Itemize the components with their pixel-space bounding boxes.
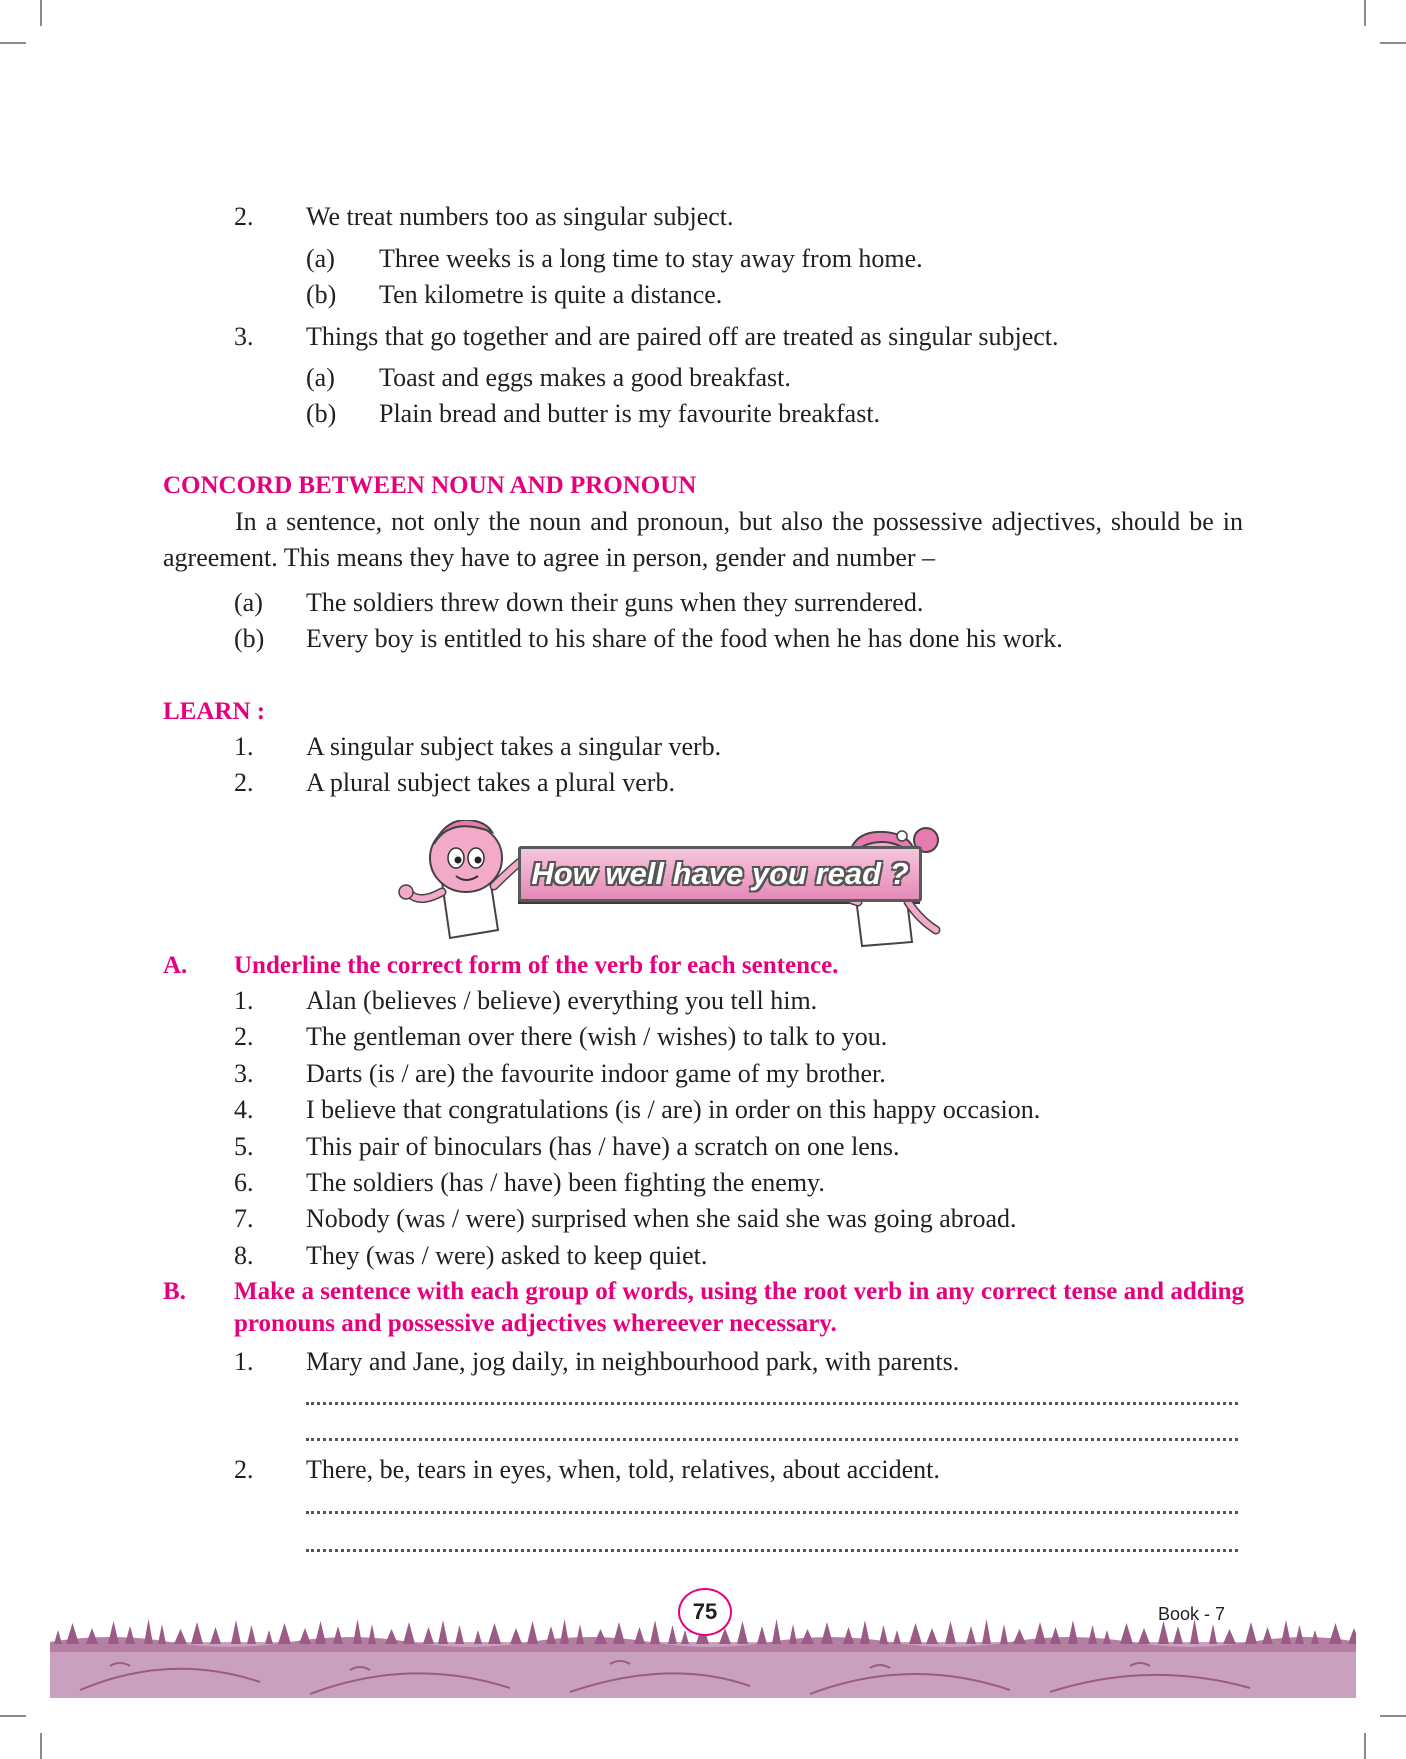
tree-shape [821, 1622, 833, 1644]
exercise-instruction-text: Underline the correct form of the verb for each sentence. [234, 952, 839, 979]
tree-shape [613, 1622, 625, 1644]
tree-shape [231, 1620, 241, 1644]
example-label: (b) [306, 399, 337, 428]
item-text: This pair of binoculars (has / have) a scratch on one lens. [306, 1132, 900, 1161]
learn-text: A plural subject takes a plural verb. [306, 768, 675, 797]
item-number: 7. [234, 1204, 254, 1233]
tree-shape [668, 1625, 677, 1644]
tree-shape [1223, 1629, 1236, 1644]
tree-shape [299, 1628, 311, 1644]
tree-shape [1120, 1623, 1133, 1644]
tree-shape [488, 1623, 501, 1644]
tree-shape [265, 1630, 273, 1644]
tree-shape [66, 1623, 79, 1644]
crop-mark [40, 0, 42, 26]
item-text: They (was / were) asked to keep quiet. [306, 1241, 708, 1270]
answer-line[interactable] [306, 1511, 1238, 1514]
item-number: 4. [234, 1095, 254, 1124]
rule-text: Things that go together and are paired off are treated as singular subject. [306, 322, 1059, 351]
tree-shape [54, 1630, 62, 1644]
item-text: Mary and Jane, jog daily, in neighbourhood park, with parents. [306, 1347, 960, 1376]
item-number: 2. [234, 1022, 254, 1051]
tree-shape [455, 1625, 464, 1644]
learn-text: A singular subject takes a singular verb. [306, 732, 722, 761]
tree-shape [1295, 1625, 1304, 1644]
tree-shape [510, 1628, 522, 1644]
exercise-label: A. [163, 952, 188, 979]
example-label: (a) [306, 363, 335, 392]
tree-shape [737, 1621, 748, 1644]
item-number: 3. [234, 1059, 254, 1088]
tree-shape [1245, 1622, 1257, 1644]
tree-shape [210, 1627, 221, 1644]
tree-shape [1000, 1624, 1008, 1644]
tree-shape [191, 1622, 203, 1644]
book-label: Book - 7 [1158, 1604, 1226, 1624]
tree-shape [438, 1620, 448, 1644]
item-text: There, be, tears in eyes, when, told, relatives, about accident. [306, 1455, 940, 1484]
tree-shape [843, 1627, 854, 1644]
tree-shape [789, 1624, 797, 1644]
crop-mark [1380, 42, 1406, 44]
tree-shape [926, 1628, 938, 1644]
tree-shape [125, 1626, 135, 1644]
item-text: Nobody (was / were) surprised when she said she was going abroad. [306, 1204, 1017, 1233]
example-label: (a) [306, 244, 335, 273]
answer-line[interactable] [306, 1402, 1238, 1405]
tree-shape [560, 1619, 569, 1644]
tree-shape [576, 1624, 584, 1644]
tree-shape [158, 1624, 166, 1644]
crop-mark [1364, 0, 1366, 26]
tree-shape [1034, 1622, 1046, 1644]
tree-shape [1103, 1630, 1111, 1644]
tree-shape [527, 1621, 538, 1644]
example-label: (b) [234, 624, 265, 653]
exercise-b-instruction: Make a sentence with each group of words, using the root verb in any correct tense and adding pronouns and possessive adjectives whereever necessary. [234, 1278, 1244, 1337]
item-number: 1. [234, 986, 254, 1015]
example-text: Toast and eggs makes a good breakfast. [379, 363, 791, 392]
rule-number: 2. [234, 202, 254, 231]
learn-number: 2. [234, 768, 254, 797]
tree-shape [1088, 1625, 1097, 1644]
tree-shape [772, 1619, 781, 1644]
section-heading-learn: LEARN : [163, 698, 266, 725]
tree-shape [315, 1621, 326, 1644]
tree-shape [144, 1619, 153, 1644]
tree-shape [1348, 1628, 1356, 1644]
tree-shape [1138, 1628, 1150, 1644]
tree-shape [1329, 1623, 1342, 1644]
tree-shape [879, 1625, 888, 1644]
example-label: (a) [234, 588, 263, 617]
crop-mark [1364, 1733, 1366, 1759]
tree-shape [594, 1629, 607, 1644]
example-text: Ten kilometre is quite a distance. [379, 280, 723, 309]
item-text: Darts (is / are) the favourite indoor game of my brother. [306, 1059, 886, 1088]
tree-shape [474, 1630, 482, 1644]
tree-shape [86, 1628, 98, 1644]
crop-mark [1380, 1715, 1406, 1717]
learn-number: 1. [234, 732, 254, 761]
tree-shape [353, 1619, 362, 1644]
tree-shape [1068, 1620, 1078, 1644]
tree-shape [966, 1626, 976, 1644]
tree-shape [423, 1627, 434, 1644]
boy-illustration [399, 820, 520, 938]
item-text: Alan (believes / believe) everything you tell him. [306, 986, 818, 1015]
tree-shape [1262, 1627, 1273, 1644]
tree-shape [909, 1623, 922, 1644]
example-label: (b) [306, 280, 337, 309]
exercise-label: B. [163, 1278, 186, 1305]
tree-shape [634, 1627, 645, 1644]
tree-shape [1209, 1624, 1217, 1644]
tree-shape [333, 1626, 343, 1644]
tree-shape [1050, 1627, 1061, 1644]
answer-line[interactable] [306, 1549, 1238, 1552]
tree-shape [174, 1629, 187, 1644]
example-text: Every boy is entitled to his share of the food when he has done his work. [306, 624, 1063, 653]
section-heading-concord: CONCORD BETWEEN NOUN AND PRONOUN [163, 472, 697, 499]
tree-shape [385, 1629, 398, 1644]
item-text: The soldiers (has / have) been fighting the enemy. [306, 1168, 825, 1197]
example-text: Three weeks is a long time to stay away from home. [379, 244, 923, 273]
item-number: 5. [234, 1132, 254, 1161]
item-text: The gentleman over there (wish / wishes) to talk to you. [306, 1022, 888, 1051]
item-number: 8. [234, 1241, 254, 1270]
tree-shape [1281, 1620, 1291, 1644]
tree-shape [1013, 1629, 1026, 1644]
crop-mark [40, 1733, 42, 1759]
example-text: Plain bread and butter is my favourite breakfast. [379, 399, 881, 428]
tree-shape [982, 1619, 991, 1644]
tree-shape [403, 1622, 415, 1644]
item-number: 6. [234, 1168, 254, 1197]
item-number: 1. [234, 1347, 254, 1376]
tree-shape [860, 1620, 870, 1644]
example-text: The soldiers threw down their guns when they surrendered. [306, 588, 924, 617]
tree-shape [368, 1624, 376, 1644]
tree-shape [247, 1625, 256, 1644]
tree-shape [757, 1626, 767, 1644]
answer-line[interactable] [306, 1438, 1238, 1441]
tree-shape [1173, 1626, 1183, 1644]
concord-paragraph: In a sentence, not only the noun and pronoun, but also the possessive adjectives, should be in agreement. This means they have to agree in person, gender and number – [163, 507, 1243, 572]
tree-shape [801, 1629, 814, 1644]
tree-shape [546, 1626, 556, 1644]
tree-shape [650, 1620, 660, 1644]
tree-shape [108, 1621, 119, 1644]
page-number: 75 [678, 1588, 732, 1636]
rule-number: 3. [234, 322, 254, 351]
crop-mark [0, 1715, 26, 1717]
tree-shape [1311, 1630, 1319, 1644]
tree-shape [681, 1630, 689, 1644]
tree-shape [945, 1621, 956, 1644]
rule-text: We treat numbers too as singular subject. [306, 202, 734, 231]
item-text: I believe that congratulations (is / are) in order on this happy occasion. [306, 1095, 1041, 1124]
tree-shape [278, 1623, 291, 1644]
tree-shape [893, 1630, 901, 1644]
crop-mark [0, 42, 26, 44]
item-number: 2. [234, 1455, 254, 1484]
banner-title: How well have you read ? [518, 846, 922, 902]
